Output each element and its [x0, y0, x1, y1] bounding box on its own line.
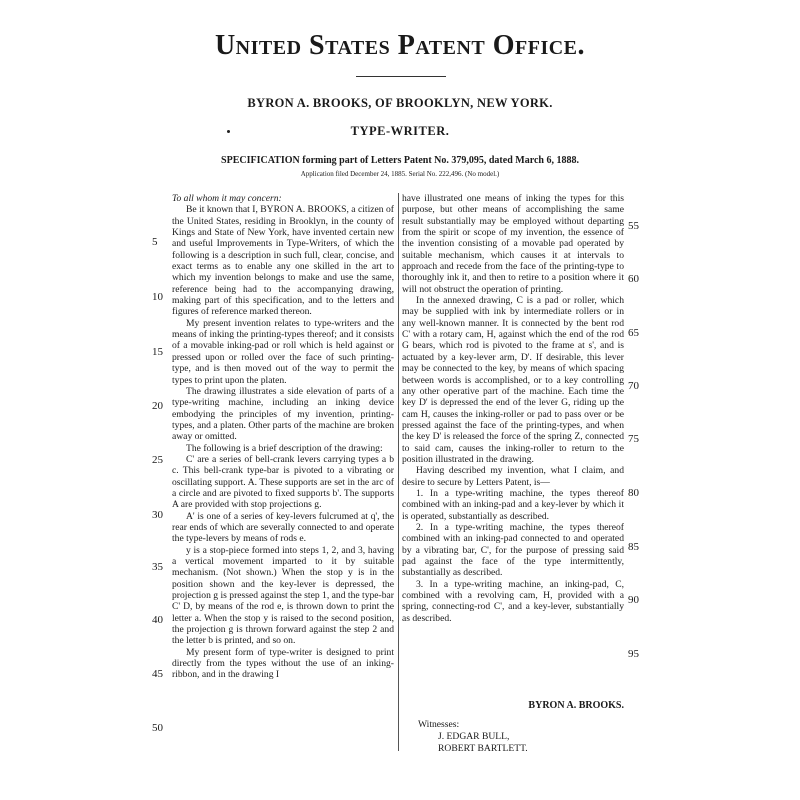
left-column [172, 193, 394, 681]
line-number: 15 [152, 346, 163, 358]
paragraph: 3. In a type-writing machine, an inking-pad, C, combined with a revolving cam, H, provided with a spring, connecting-rod C', and a key-lever, substantially as described. [402, 578, 624, 624]
paragraph: My present invention relates to type-writers and the means of inking the printing-types thereof; and it consists of a movable inking-pad or roll which is held against or pressed upon or rolled over the face of such printing-type, and is then moved out of the way to permit the types to print upon the platen. [172, 317, 394, 386]
paragraph: 1. In a type-writing machine, the types thereof combined with an inking-pad and a key-lever by which it is operated, substantially as described. [402, 487, 624, 522]
line-number: 65 [628, 327, 639, 339]
paragraph: The following is a brief description of the drawing: [186, 442, 383, 454]
title-rule [356, 76, 446, 77]
witness-name: ROBERT BARTLETT. [438, 743, 528, 754]
application-line: Application filed December 24, 1885. Serial No. 222,496. (No model.) [300, 170, 500, 178]
line-number: 95 [628, 648, 639, 660]
line-number: 35 [152, 561, 163, 573]
inventor-signature: BYRON A. BROOKS. [528, 700, 624, 711]
line-number: 80 [628, 487, 639, 499]
witnesses-label: Witnesses: [418, 719, 460, 730]
line-number: 40 [152, 614, 163, 626]
specification-line: SPECIFICATION forming part of Letters Patent No. 379,095, dated March 6, 1888. [221, 155, 579, 166]
witness-name: J. EDGAR BULL, [438, 731, 510, 742]
paragraph: C' are a series of bell-crank levers carrying types a b c. This bell-crank type-bar is pivoted to a vibrating or oscillating support. A. These supports are set in the arc of a circle and are pivoted to fixed supports b'. The supports A are provided with stop projections g. [172, 453, 394, 511]
line-number: 45 [152, 668, 163, 680]
paragraph: y is a stop-piece formed into steps 1, 2, and 3, having a vertical movement imparted to it by suitable mechanism. (Not shown.) When the stop y is in the position shown and the key-lever is depressed, the projection g is pressed against the step 1, and the type-bar C' D, by means of the rod e, is thrown down to print the letter a. When the stop y is raised to the second position, the projection g is thrown forward against the step 2 and the letter b is printed, and so on. [172, 544, 394, 647]
line-number: 30 [152, 509, 163, 521]
line-number: 85 [628, 541, 639, 553]
right-column [402, 193, 624, 624]
line-number: 25 [152, 454, 163, 466]
column-divider [398, 193, 399, 751]
line-number: 55 [628, 220, 639, 232]
paragraph: To all whom it may concern: [172, 193, 282, 204]
paragraph: The drawing illustrates a side elevation of parts of a type-writing machine, including an inking device embodying the principles of my invention, printing-types, and a platen. Other parts of the machine are broken away or omitted. [172, 385, 394, 443]
line-number: 90 [628, 594, 639, 606]
line-number: 50 [152, 722, 163, 734]
paragraph: have illustrated one means of inking the types for this purpose, but other means of accomplishing the same result substantially may be employed without departing from the spirit or scope of my invention, the essence of the invention consisting of a movable pad operated by suitable mechanism, which causes it at intervals to approach and recede from the face of the printing-type to thoroughly ink it, and then to retire to a position where it will not obstruct the operation of printing. [402, 193, 624, 295]
paragraph: A' is one of a series of key-levers fulcrumed at q', the rear ends of which are severally connected to and operate the type-levers by means of rods e. [172, 510, 394, 545]
line-number: 20 [152, 400, 163, 412]
invention-title: TYPE-WRITER. [350, 124, 450, 138]
inventor-line: BYRON A. BROOKS, OF BROOKLYN, NEW YORK. [247, 96, 553, 110]
line-number: 5 [152, 236, 158, 248]
line-number: 70 [628, 380, 639, 392]
line-number: 75 [628, 433, 639, 445]
paragraph: Be it known that I, BYRON A. BROOKS, a citizen of the United States, residing in Brooklyn, in the county of Kings and State of New York, have invented certain new and useful Improvements in Type-Writers, of which the following is a description in such full, clear, concise, and exact terms as to enable any one skilled in the art to which my invention belongs to make and use the same, reference being had to the accompanying drawing, making part of this specification, and to the letters and figures of reference marked thereon. [172, 204, 394, 318]
line-number: 60 [628, 273, 639, 285]
paragraph: My present form of type-writer is designed to print directly from the types without the use of an inking-ribbon, and in the drawing I [172, 646, 394, 681]
paragraph: Having described my invention, what I claim, and desire to secure by Letters Patent, is— [402, 465, 624, 488]
office-title: United States Patent Office. [214, 30, 586, 61]
line-number: 10 [152, 291, 163, 303]
paragraph: In the annexed drawing, C is a pad or roller, which may be supplied with ink by intermediate rollers or in any well-known manner. It is connected by the bent rod C' with a rotary cam, H, against which the end of the rod G bears, which rod is pivoted to the frame at s', and is actuated by a key-lever arm, D'. If desirable, this lever may be connected to the key, by means of which spacing between words is accomplished, or to a key controlling any other operative part of the machine. Each time the key D' is depressed the end of the lever G, riding up the cam H, causes the inking-roller or pad to pass over or be pressed against the face of the printing-types, and when the key D' is released the force of the spring Z, connected to said cam, causes the inking-roller to return to the position illustrated in the drawing. [402, 295, 624, 465]
paragraph: 2. In a type-writing machine, the types thereof combined with an inking-pad connected to and operated by a vibrating bar, C', for the purpose of pressing said pad against the face of the type intermittently, substantially as described. [402, 521, 624, 579]
